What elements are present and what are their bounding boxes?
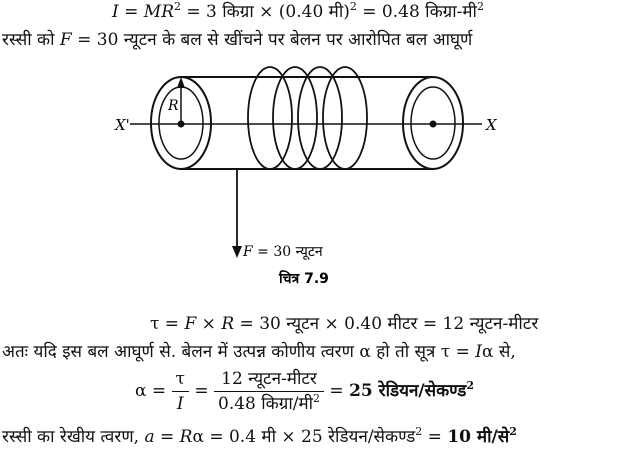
inertia-equation: $I = MR^2 = 3$ किग्रा × (0.40 मी)$^2$ = 0.48 किग्रा-मी$^2$ xyxy=(112,0,484,22)
rope-coil-4 xyxy=(323,67,367,169)
symbol-MR: MR xyxy=(143,2,174,22)
symbol-I: I xyxy=(112,2,119,22)
force-label: F = 30 न्यूटन xyxy=(243,244,323,260)
left-centre-dot xyxy=(178,121,185,128)
axis-label-xprime: X' xyxy=(115,116,130,134)
alpha-result: 25 रेडियन/सेकण्ड$^2$ xyxy=(349,379,474,401)
radius-label: R xyxy=(168,98,179,114)
rope-coil-1 xyxy=(248,67,292,169)
linear-acceleration-equation: रस्सी का रेखीय त्वरण, a = Rα = 0.4 मी × 25 रेडियन/सेकण्ड$^2$ = 10 मी/से$^2$ xyxy=(2,425,517,447)
value-fraction: $\frac{\text{12 न्यूटन-मीटर}}{0.48 किग्रा/मी^2}$ xyxy=(214,368,324,415)
linear-acceleration-result: 10 मी/से$^2$ xyxy=(447,425,517,447)
tau-equation: τ = F × R = 30 न्यूटन × 0.40 मीटर = 12 न्यूटन-मीटर xyxy=(150,314,539,334)
alpha-equation: α = $\frac{\tau}{I}$ = $\frac{\text{12 न्यूटन-मीटर}}{0.48 किग्रा/मी^2}$ = 25 रेडियन/सेकण्ड$^2$ xyxy=(135,369,474,414)
tau-over-I-fraction: $\frac{\tau}{I}$ xyxy=(172,368,189,415)
figure-caption: चित्र 7.9 xyxy=(279,271,329,287)
radius-arrow-head xyxy=(177,77,185,88)
alpha-intro-text: अतः यदि इस बल आघूर्ण से. बेलन में उत्पन्न कोणीय त्वरण α हो तो सूत्र τ = Iα से, xyxy=(2,342,516,362)
torque-intro-text: रस्सी को F = 30 न्यूटन के बल से खींचने पर बेलन पर आरोपित बल आघूर्ण xyxy=(2,30,473,50)
force-arrow-head xyxy=(232,246,242,258)
axis-label-x: X xyxy=(486,116,497,134)
right-centre-dot xyxy=(430,121,437,128)
rope-coil-3 xyxy=(298,67,342,169)
rope-coil-2 xyxy=(273,67,317,169)
